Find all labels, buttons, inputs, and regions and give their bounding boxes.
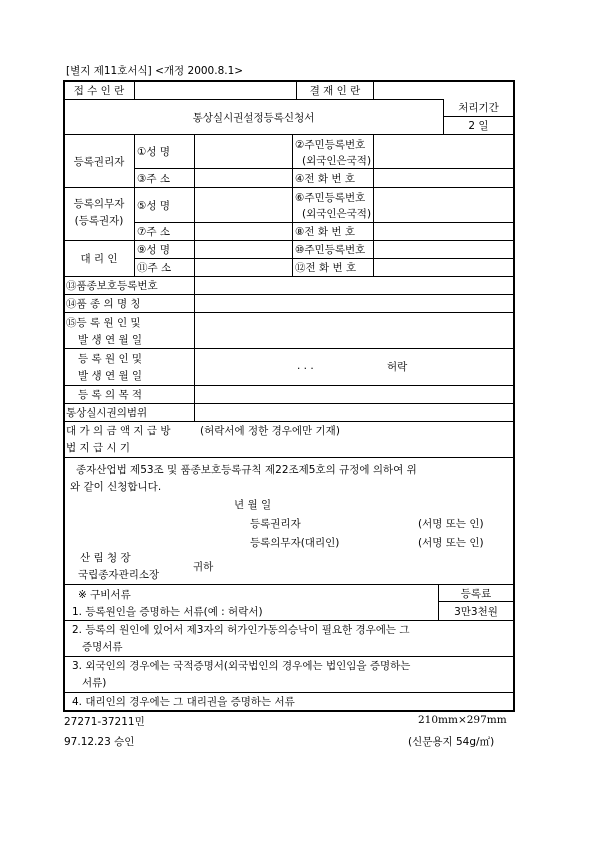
registrant-id-label: ②주민등록번호 (295, 139, 366, 151)
registrant-address-label: ③주 소 (137, 172, 171, 185)
agent-id-label: ⑩주민등록번호 (295, 244, 366, 256)
obligor-id-label-foreign: (외국인은국적) (302, 208, 372, 220)
payment-note: (허락서에 정한 경우에만 기재) (200, 425, 340, 437)
frame-bottom (63, 710, 515, 712)
documents-title: ※ 구비서류 (78, 589, 131, 601)
footer-approval: 97.12.23 승인 (64, 736, 135, 748)
obligor-address-label: ⑦주 소 (137, 226, 171, 238)
registrant-id-label-foreign: (외국인은국적) (302, 155, 372, 167)
registrant-sign-hint: (서명 또는 인) (418, 518, 484, 530)
approval-label: 결 재 인 란 (309, 84, 361, 97)
payment-label: 대 가 의 금 액 지 급 방 (66, 425, 171, 437)
reception-label: 접 수 인 란 (73, 84, 125, 97)
processing-label: 처리기간 (458, 102, 499, 114)
registrant-sign-label: 등록권리자 (250, 518, 301, 530)
declaration-line-2: 와 같이 신청합니다. (70, 481, 162, 493)
footer-code: 27271-37211민 (64, 716, 145, 728)
cause-1-label: ⑮등 록 원 인 및 (66, 317, 141, 329)
obligor-name-label: ⑤성 명 (137, 199, 171, 212)
obligor-id-label: ⑥주민등록번호 (295, 192, 366, 204)
document-item-3-cont: 서류) (82, 677, 107, 689)
registrant-name-label: ①성 명 (137, 146, 171, 158)
variety-name-label: ⑭품 종 의 명 칭 (66, 298, 141, 310)
form-title: 통상실시권설정등록신청서 (192, 111, 315, 124)
cause-2-label: 등 록 원 인 및 (78, 353, 143, 365)
document-item-4: 4. 대리인의 경우에는 그 대리권을 증명하는 서류 (72, 696, 295, 708)
addressee-forest: 산 림 청 장 (80, 552, 131, 564)
document-item-3: 3. 외국인의 경우에는 국적증명서(외국법인의 경우에는 법인임을 증명하는 (72, 660, 411, 672)
fee-label: 등록료 (460, 587, 492, 600)
cause-2-value: 허락 (387, 361, 408, 373)
registrant-phone-label: ④전 화 번 호 (295, 172, 355, 185)
frame-right (513, 80, 515, 711)
scope-label: 통상실시권의범위 (66, 407, 148, 419)
obligor-phone-label: ⑧전 화 번 호 (295, 226, 355, 238)
obligor-sign-label: 등록의무자(대리인) (250, 537, 340, 549)
cause-1-date-label: 발 생 연 월 일 (78, 334, 143, 346)
addressee-seed-center: 국립종자관리소장 (78, 569, 160, 581)
agent-address-label: ⑪주 소 (137, 262, 172, 274)
agent-name-label: ⑨성 명 (137, 244, 171, 256)
form-number: [별지 제11호서식] <개정 2000.8.1> (66, 65, 244, 77)
document-item-2: 2. 등록의 원인에 있어서 제3자의 허가인가동의승낙이 필요한 경우에는 그 (72, 624, 410, 636)
honorific: 귀하 (193, 561, 214, 573)
declaration-line-1: 종자산업법 제53조 및 품종보호등록규칙 제22조제5호의 규정에 의하여 위 (76, 464, 417, 476)
declaration-date: 년 월 일 (234, 499, 272, 511)
fee-value: 3만3천원 (454, 605, 498, 618)
registrant-label: 등록권리자 (73, 155, 125, 168)
footer-size: 210mm×297mm (418, 714, 507, 726)
payment-label-2: 법 지 급 시 기 (66, 442, 131, 454)
purpose-label: 등 록 의 목 적 (78, 389, 143, 401)
agent-phone-label: ⑫전 화 번 호 (295, 262, 357, 274)
obligor-sign-hint: (서명 또는 인) (418, 537, 484, 549)
footer-paper: (신문용지 54g/㎡) (408, 736, 495, 748)
cause-2-date-label: 발 생 연 월 일 (78, 370, 143, 382)
cause-2-date-dots: . . . (297, 360, 314, 372)
variety-reg-no-label: ⑬품종보호등록번호 (66, 280, 158, 292)
document-item-1: 1. 등록원인을 증명하는 서류(예 : 허락서) (72, 606, 263, 618)
obligor-label-sub: (등록권자) (74, 215, 124, 227)
processing-value: 2 일 (468, 120, 489, 132)
agent-label: 대 리 인 (80, 253, 118, 265)
document-item-2-cont: 증명서류 (82, 641, 123, 653)
obligor-label: 등록의무자 (73, 198, 125, 210)
